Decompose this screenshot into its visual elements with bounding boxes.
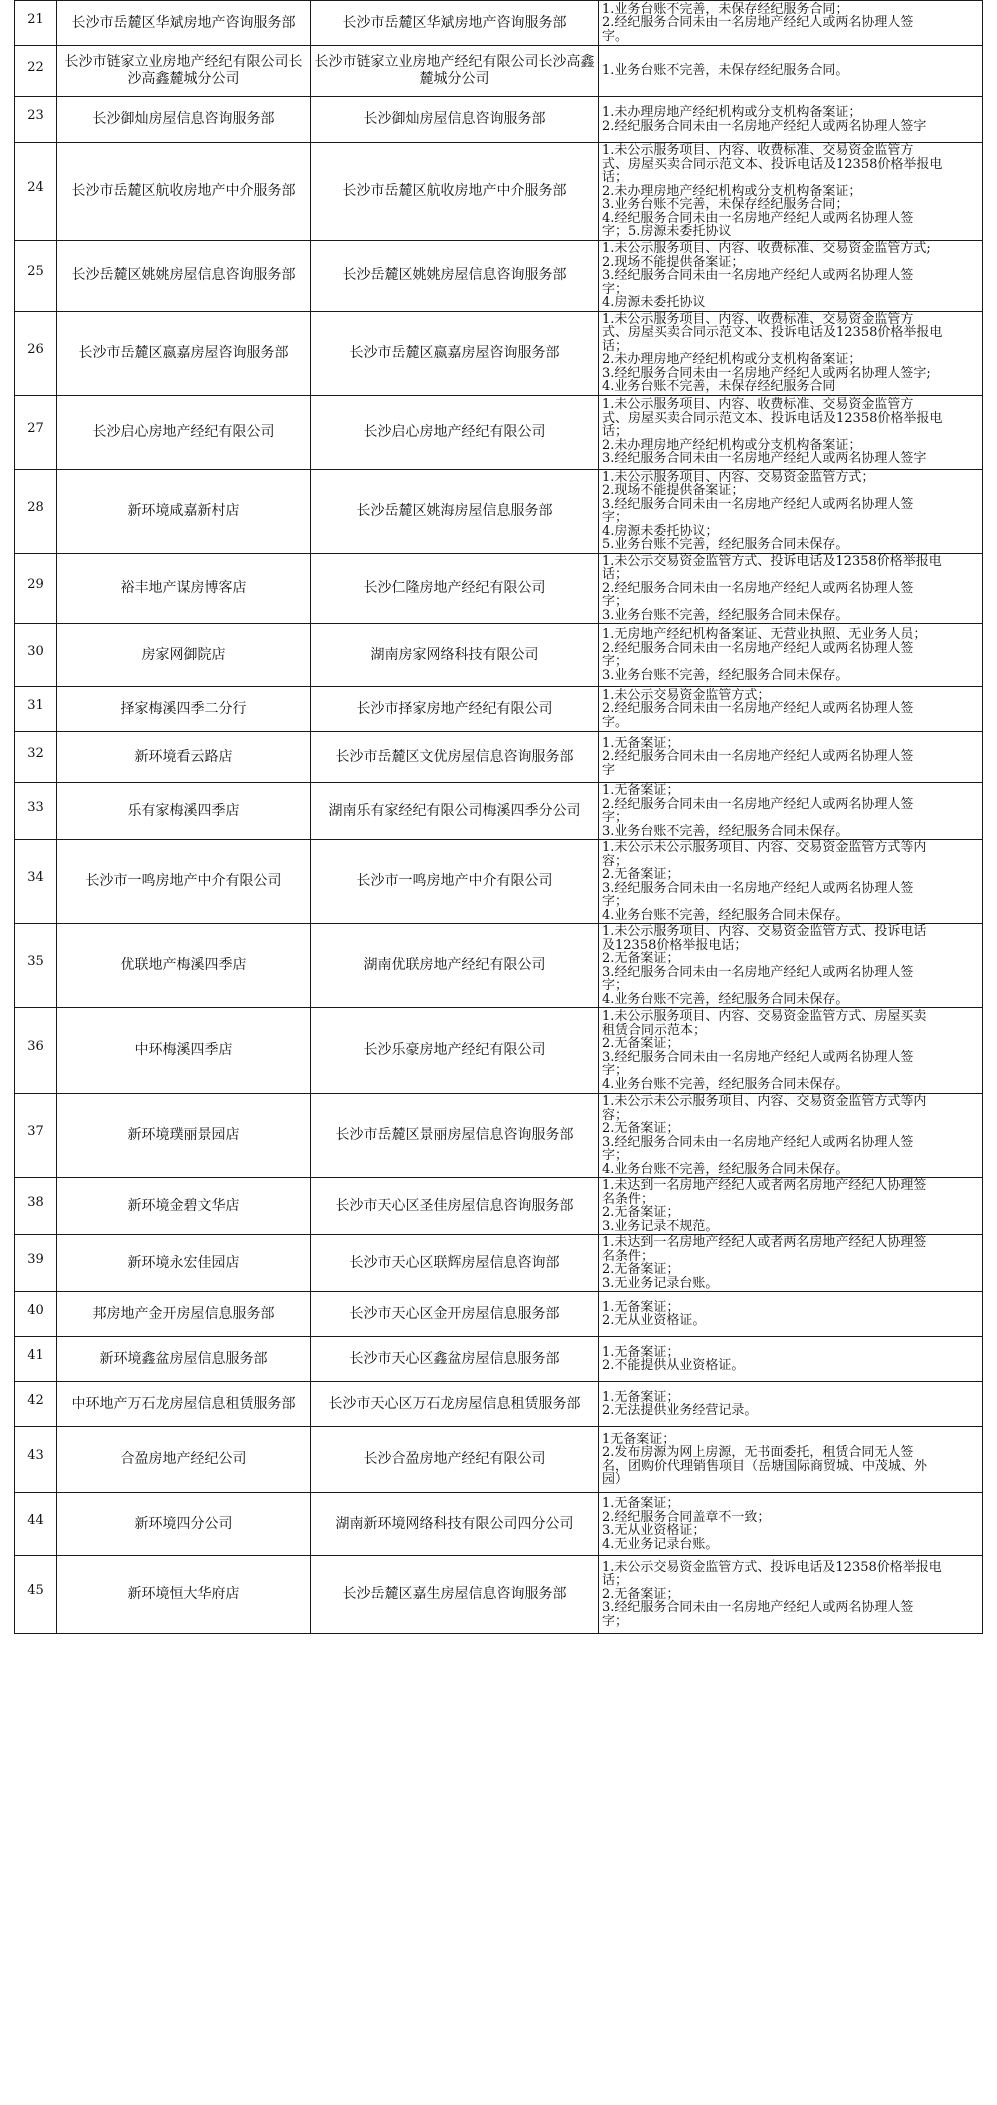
issue-line: 1.未达到一名房地产经纪人或者两名房地产经纪人协理签 (602, 1235, 927, 1250)
issue-line: 容； (602, 853, 629, 869)
table-row (15, 395, 983, 469)
issue-line: 2.经纪服务合同未由一名房地产经纪人或两名协理人签 (602, 749, 914, 765)
registered-entity-cell: 长沙仁隆房地产经纪有限公司 (311, 553, 599, 624)
issue-line: 2.未办理房地产经纪机构或分支机构备案证； (602, 437, 862, 453)
row-number: 37 (15, 1094, 57, 1178)
issue-line: 4.无业务记录台账。 (602, 1536, 719, 1552)
violations-table-sheet (14, 0, 982, 1634)
registered-entity-cell: 长沙市岳麓区航收房地产中介服务部 (311, 143, 599, 241)
issue-line: 租赁合同示范本； (602, 1022, 707, 1038)
issue-line: 字。 (602, 714, 629, 730)
registered-entity-cell: 长沙市一鸣房地产中介有限公司 (311, 840, 599, 924)
table-body (15, 1, 983, 1634)
issue-line: 2.经纪服务合同未由一名房地产经纪人或两名协理人签 (602, 796, 914, 812)
issue-line: 3.经纪服务合同未由一名房地产经纪人或两名协理人签 (602, 1134, 914, 1150)
issue-line: 字； (602, 510, 629, 525)
issue-line: 2.无法提供业务经营记录。 (602, 1403, 758, 1418)
issue-line: 字；5.房源未委托协议 (602, 224, 732, 240)
row-number: 39 (15, 1235, 57, 1292)
issue-line: 1.无备案证； (602, 783, 680, 798)
issue-line: 式、房屋买卖合同示范文本、投诉电话及12358价格举报电 (602, 156, 943, 172)
issue-line: 2.经纪服务合同未由一名房地产经纪人或两名协理人签 (602, 15, 914, 31)
registered-entity-cell: 长沙市岳麓区嬴嘉房屋咨询服务部 (311, 311, 599, 395)
issue-line: 3.业务台账不完善，经纪服务合同未保存。 (602, 607, 849, 623)
registered-entity-cell: 长沙岳麓区嘉生房屋信息咨询服务部 (311, 1556, 599, 1634)
store-name-cell: 房家网御院店 (57, 624, 311, 687)
registered-entity-cell: 长沙合盈房地产经纪有限公司 (311, 1427, 599, 1493)
issue-line: 字； (602, 894, 629, 909)
issue-line: 3.经纪服务合同未由一名房地产经纪人或两名协理人签 (602, 496, 914, 512)
registered-entity-cell: 长沙岳麓区姚姚房屋信息咨询服务部 (311, 241, 599, 312)
issues-cell (599, 1493, 983, 1556)
issue-line: 名条件； (602, 1248, 655, 1264)
table-row (15, 1337, 983, 1382)
issue-line: 4.房源未委托协议 (602, 295, 706, 310)
table-row (15, 732, 983, 783)
issue-line: 4.业务台账不完善，经纪服务合同未保存。 (602, 991, 849, 1007)
registered-entity-cell: 长沙市天心区鑫盆房屋信息服务部 (311, 1337, 599, 1382)
issues-cell (599, 924, 983, 1008)
row-number: 38 (15, 1178, 57, 1235)
registered-entity-cell: 长沙岳麓区姚海房屋信息服务部 (311, 469, 599, 553)
issue-line: 1.未公示服务项目、内容、收费标准、交易资金监管方 (602, 397, 914, 413)
issue-line: 4.业务台账不完善，经纪服务合同未保存。 (602, 1161, 849, 1177)
store-name-cell: 长沙市岳麓区嬴嘉房屋咨询服务部 (57, 311, 311, 395)
issues-cell (599, 46, 983, 97)
row-number: 28 (15, 469, 57, 553)
issue-line: 5.业务台账不完善，经纪服务合同未保存。 (602, 537, 849, 552)
issues-cell (599, 840, 983, 924)
store-name-cell: 新环境四分公司 (57, 1493, 311, 1556)
issues-cell (599, 241, 983, 312)
issue-line: 1.无备案证； (602, 1344, 680, 1360)
store-name-cell: 乐有家梅溪四季店 (57, 783, 311, 840)
issue-line: 3.经纪服务合同未由一名房地产经纪人或两名协理人签 (602, 268, 914, 283)
store-name-cell: 长沙启心房地产经纪有限公司 (57, 395, 311, 469)
table-row (15, 1094, 983, 1178)
issue-line: 1.未办理房地产经纪机构或分支机构备案证； (602, 105, 862, 120)
row-number: 22 (15, 46, 57, 97)
issues-cell (599, 1178, 983, 1235)
row-number: 43 (15, 1427, 57, 1493)
table-row (15, 553, 983, 624)
issue-line: 3.业务台账不完善，经纪服务合同未保存。 (602, 823, 849, 839)
issue-line: 1.未公示交易资金监管方式； (602, 687, 771, 703)
issues-cell (599, 1292, 983, 1337)
issue-line: 4.经纪服务合同未由一名房地产经纪人或两名协理人签 (602, 210, 914, 226)
row-number: 34 (15, 840, 57, 924)
row-number: 33 (15, 783, 57, 840)
store-name-cell: 合盈房地产经纪公司 (57, 1427, 311, 1493)
issue-line: 3.经纪服务合同未由一名房地产经纪人或两名协理人签字; (602, 365, 931, 381)
row-number: 31 (15, 687, 57, 732)
issue-line: 1.业务台账不完善，未保存经纪服务合同； (602, 1, 849, 17)
issue-line: 字； (602, 1063, 629, 1078)
issue-line: 2.无备案证； (602, 1586, 680, 1602)
store-name-cell: 长沙岳麓区姚姚房屋信息咨询服务部 (57, 241, 311, 312)
registered-entity-cell: 长沙市岳麓区华斌房地产咨询服务部 (311, 1, 599, 46)
table-row (15, 311, 983, 395)
row-number: 35 (15, 924, 57, 1008)
store-name-cell: 择家梅溪四季二分行 (57, 687, 311, 732)
table-row (15, 1178, 983, 1235)
registered-entity-cell: 长沙市天心区圣佳房屋信息咨询服务部 (311, 1178, 599, 1235)
issue-line: 字； (602, 810, 629, 825)
store-name-cell: 优联地产梅溪四季店 (57, 924, 311, 1008)
store-name-cell: 长沙市岳麓区航收房地产中介服务部 (57, 143, 311, 241)
issue-line: 1.无备案证； (602, 1496, 680, 1511)
issue-line: 容； (602, 1107, 629, 1123)
issues-cell (599, 1008, 983, 1094)
issue-line: 1.业务台账不完善，未保存经纪服务合同。 (602, 63, 849, 79)
issue-line: 1.未公示交易资金监管方式、投诉电话及12358价格举报电 (602, 1559, 942, 1575)
issue-line: 2.无备案证； (602, 1205, 680, 1220)
issue-line: 3.业务记录不规范。 (602, 1218, 719, 1234)
registered-entity-cell: 长沙市岳麓区文优房屋信息咨询服务部 (311, 732, 599, 783)
issue-line: 式、房屋买卖合同示范文本、投诉电话及12358价格举报电 (602, 410, 943, 426)
store-name-cell: 新环境咸嘉新村店 (57, 469, 311, 553)
registered-entity-cell: 湖南房家网络科技有限公司 (311, 624, 599, 687)
issue-line: 园） (602, 1472, 629, 1487)
registered-entity-cell: 长沙市链家立业房地产经纪有限公司长沙高鑫麓城分公司 (311, 46, 599, 97)
row-number: 41 (15, 1337, 57, 1382)
store-name-cell: 中环梅溪四季店 (57, 1008, 311, 1094)
registered-entity-cell: 长沙启心房地产经纪有限公司 (311, 395, 599, 469)
issue-line: 1无备案证； (602, 1431, 676, 1447)
issue-line: 1.未公示服务项目、内容、收费标准、交易资金监管方 (602, 143, 914, 159)
registered-entity-cell: 长沙市天心区万石龙房屋信息租赁服务部 (311, 1382, 599, 1427)
issues-cell (599, 732, 983, 783)
issue-line: 4.房源未委托协议； (602, 523, 719, 539)
issues-cell (599, 1, 983, 46)
store-name-cell: 新环境鑫盆房屋信息服务部 (57, 1337, 311, 1382)
store-name-cell: 长沙御灿房屋信息咨询服务部 (57, 97, 311, 143)
issue-line: 2.经纪服务合同未由一名房地产经纪人或两名协理人签 (602, 701, 914, 717)
issue-line: 1.未公示服务项目、内容、交易资金监管方式； (602, 469, 875, 485)
issues-cell (599, 311, 983, 395)
table-row (15, 1, 983, 46)
issue-line: 2.无备案证； (602, 1121, 680, 1136)
row-number: 45 (15, 1556, 57, 1634)
row-number: 25 (15, 241, 57, 312)
issue-line: 2.无备案证； (602, 867, 680, 882)
table-row (15, 97, 983, 143)
issues-cell (599, 1094, 983, 1178)
issue-line: 3.无业务记录台账。 (602, 1275, 719, 1291)
issue-line: 字； (602, 594, 629, 609)
table-row (15, 1235, 983, 1292)
issue-line: 话； (602, 424, 629, 440)
table-row (15, 783, 983, 840)
table-row (15, 1382, 983, 1427)
issue-line: 3.无从业资格证； (602, 1523, 706, 1538)
violations-table (14, 0, 983, 1634)
issue-line: 2.未办理房地产经纪机构或分支机构备案证； (602, 352, 862, 367)
store-name-cell: 邦房地产金开房屋信息服务部 (57, 1292, 311, 1337)
table-row (15, 1292, 983, 1337)
issue-line: 1.无备案证； (602, 1389, 680, 1405)
issue-line: 1.未公示交易资金监管方式、投诉电话及12358价格举报电 (602, 553, 942, 569)
issue-line: 1.未公示服务项目、内容、收费标准、交易资金监管方 (602, 311, 914, 327)
issues-cell (599, 1235, 983, 1292)
store-name-cell: 新环境璞丽景园店 (57, 1094, 311, 1178)
issue-line: 话； (602, 1573, 629, 1589)
issue-line: 3.经纪服务合同未由一名房地产经纪人或两名协理人签 (602, 880, 914, 896)
row-number: 30 (15, 624, 57, 687)
registered-entity-cell: 长沙市择家房地产经纪有限公司 (311, 687, 599, 732)
issue-line: 2.发布房源为网上房源，无书面委托，租赁合同无人签 (602, 1445, 914, 1460)
issue-line: 及12358价格举报电话； (602, 937, 748, 953)
store-name-cell: 新环境金碧文华店 (57, 1178, 311, 1235)
store-name-cell: 长沙市一鸣房地产中介有限公司 (57, 840, 311, 924)
store-name-cell: 中环地产万石龙房屋信息租赁服务部 (57, 1382, 311, 1427)
issue-line: 字 (602, 762, 616, 778)
row-number: 40 (15, 1292, 57, 1337)
table-row (15, 46, 983, 97)
issues-cell (599, 783, 983, 840)
issue-line: 3.经纪服务合同未由一名房地产经纪人或两名协理人签 (602, 1600, 914, 1616)
row-number: 24 (15, 143, 57, 241)
issues-cell (599, 624, 983, 687)
issue-line: 1.未公示服务项目、内容、收费标准、交易资金监管方式; (602, 241, 931, 256)
issue-line: 2.现场不能提供备案证； (602, 483, 745, 498)
issue-line: 4.业务台账不完善，经纪服务合同未保存。 (602, 1076, 849, 1092)
issue-line: 3.经纪服务合同未由一名房地产经纪人或两名协理人签 (602, 1049, 914, 1065)
row-number: 32 (15, 732, 57, 783)
row-number: 27 (15, 395, 57, 469)
row-number: 21 (15, 1, 57, 46)
store-name-cell: 新环境恒大华府店 (57, 1556, 311, 1634)
issue-line: 字； (602, 1613, 629, 1629)
issue-line: 话； (602, 567, 629, 582)
issue-line: 1.未公示服务项目、内容、交易资金监管方式、投诉电话 (602, 924, 927, 939)
issue-line: 2.经纪服务合同未由一名房地产经纪人或两名协理人签 (602, 640, 914, 656)
table-row (15, 924, 983, 1008)
issue-line: 名条件； (602, 1191, 655, 1207)
row-number: 44 (15, 1493, 57, 1556)
issues-cell (599, 395, 983, 469)
issue-line: 名，团购价代理销售项目（岳塘国际商贸城、中茂城、外 (602, 1458, 928, 1474)
issue-line: 字； (602, 654, 629, 669)
issues-cell (599, 143, 983, 241)
registered-entity-cell: 湖南新环境网络科技有限公司四分公司 (311, 1493, 599, 1556)
issue-line: 4.业务台账不完善，未保存经纪服务合同 (602, 379, 836, 394)
row-number: 42 (15, 1382, 57, 1427)
issue-line: 1.未公示服务项目、内容、交易资金监管方式、房屋买卖 (602, 1009, 927, 1024)
issue-line: 2.未办理房地产经纪机构或分支机构备案证； (602, 183, 862, 199)
store-name-cell: 长沙市链家立业房地产经纪有限公司长沙高鑫麓城分公司 (57, 46, 311, 97)
issue-line: 4.业务台账不完善，经纪服务合同未保存。 (602, 907, 849, 923)
table-row (15, 1493, 983, 1556)
issue-line: 2.无备案证； (602, 1262, 680, 1277)
store-name-cell: 新环境看云路店 (57, 732, 311, 783)
registered-entity-cell: 长沙御灿房屋信息咨询服务部 (311, 97, 599, 143)
issues-cell (599, 97, 983, 143)
table-row (15, 840, 983, 924)
issues-cell (599, 1556, 983, 1634)
issue-line: 2.不能提供从业资格证。 (602, 1358, 745, 1373)
store-name-cell: 新环境永宏佳园店 (57, 1235, 311, 1292)
issue-line: 1.未达到一名房地产经纪人或者两名房地产经纪人协理签 (602, 1178, 927, 1193)
issue-line: 2.经纪服务合同盖章不一致； (602, 1509, 771, 1525)
issue-line: 1.未公示未公示服务项目、内容、交易资金监管方式等内 (602, 840, 927, 855)
issue-line: 3.业务台账不完善，未保存经纪服务合同； (602, 197, 849, 213)
issue-line: 2.无从业资格证。 (602, 1313, 706, 1328)
issue-line: 话； (602, 338, 629, 354)
registered-entity-cell: 长沙乐豪房地产经纪有限公司 (311, 1008, 599, 1094)
issue-line: 1.未公示未公示服务项目、内容、交易资金监管方式等内 (602, 1094, 927, 1109)
table-row (15, 143, 983, 241)
table-row (15, 687, 983, 732)
issue-line: 3.业务台账不完善，经纪服务合同未保存。 (602, 667, 849, 683)
store-name-cell: 长沙市岳麓区华斌房地产咨询服务部 (57, 1, 311, 46)
issue-line: 2.经纪服务合同未由一名房地产经纪人或两名协理人签 (602, 580, 914, 596)
issue-line: 字； (602, 978, 629, 993)
issues-cell (599, 687, 983, 732)
registered-entity-cell: 长沙市天心区联辉房屋信息咨询部 (311, 1235, 599, 1292)
registered-entity-cell: 长沙市岳麓区景丽房屋信息咨询服务部 (311, 1094, 599, 1178)
issues-cell (599, 1427, 983, 1493)
issues-cell (599, 1382, 983, 1427)
row-number: 36 (15, 1008, 57, 1094)
issues-cell (599, 553, 983, 624)
table-row (15, 1427, 983, 1493)
issue-line: 2.经纪服务合同未由一名房地产经纪人或两名协理人签字 (602, 118, 927, 134)
row-number: 23 (15, 97, 57, 143)
issue-line: 话； (602, 170, 629, 186)
table-row (15, 1008, 983, 1094)
row-number: 26 (15, 311, 57, 395)
row-number: 29 (15, 553, 57, 624)
issue-line: 字； (602, 281, 629, 297)
issue-line: 2.现场不能提供备案证； (602, 254, 745, 270)
issue-line: 3.经纪服务合同未由一名房地产经纪人或两名协理人签字 (602, 451, 927, 467)
issue-line: 字。 (602, 28, 629, 44)
issues-cell (599, 1337, 983, 1382)
issue-line: 1.无房地产经纪机构备案证、无营业执照、无业务人员； (602, 627, 927, 642)
registered-entity-cell: 湖南乐有家经纪有限公司梅溪四季分公司 (311, 783, 599, 840)
store-name-cell: 裕丰地产谋房博客店 (57, 553, 311, 624)
issue-line: 1.无备案证； (602, 735, 680, 751)
registered-entity-cell: 湖南优联房地产经纪有限公司 (311, 924, 599, 1008)
issue-line: 1.无备案证； (602, 1299, 680, 1315)
issue-line: 字； (602, 1148, 629, 1163)
issues-cell (599, 469, 983, 553)
table-row (15, 624, 983, 687)
table-row (15, 469, 983, 553)
table-row (15, 1556, 983, 1634)
registered-entity-cell: 长沙市天心区金开房屋信息服务部 (311, 1292, 599, 1337)
issue-line: 2.无备案证； (602, 1036, 680, 1051)
issue-line: 式、房屋买卖合同示范文本、投诉电话及12358价格举报电 (602, 325, 943, 340)
issue-line: 2.无备案证； (602, 951, 680, 966)
issue-line: 3.经纪服务合同未由一名房地产经纪人或两名协理人签 (602, 964, 914, 980)
table-row (15, 241, 983, 312)
